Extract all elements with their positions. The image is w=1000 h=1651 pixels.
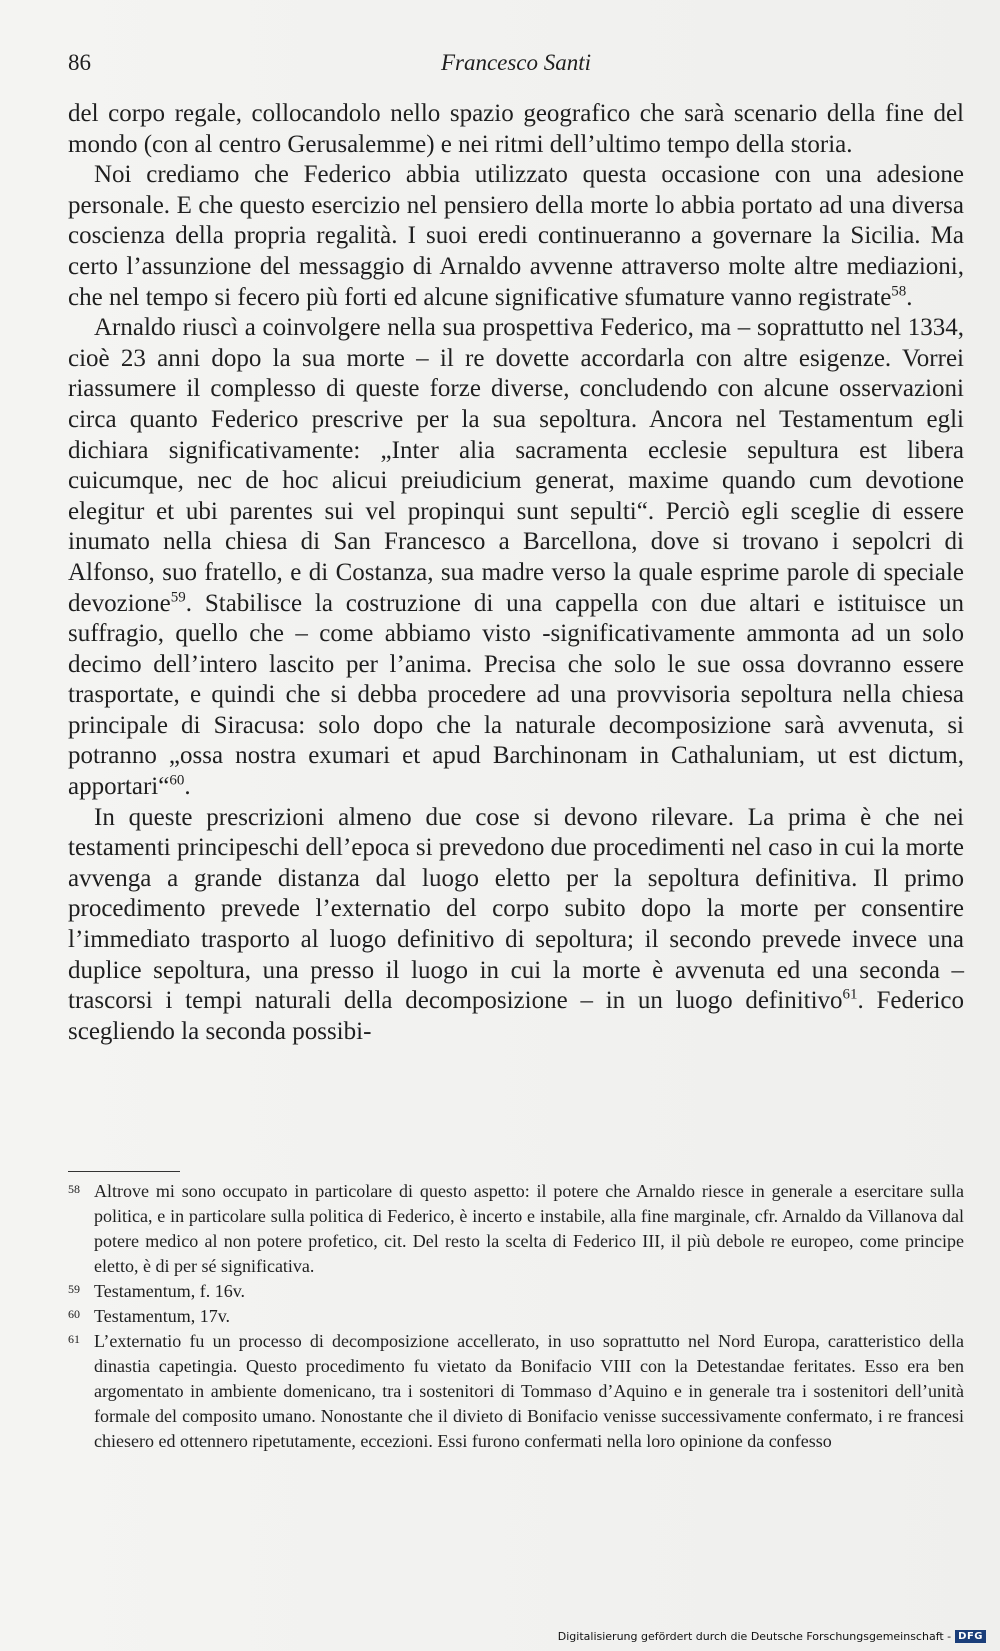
dfg-logo: DFG — [955, 1630, 986, 1643]
footnote-number: 60 — [68, 1307, 80, 1321]
footnote-text: Altrove mi sono occupato in particolare di questo aspetto: il potere che Arnaldo riesce in generale a esercitare sulla politica, e in particolare sulla politica di Federico, è incerto e instabile, alla fine marginale, cfr. Arnaldo da Villanova dal potere medico al non potere profetico, cit. Del resto la scelta di Federico III, il più debole re europeo, come principe eletto, è di per sé significativa. — [94, 1181, 964, 1276]
note-ref-61: 61 — [842, 986, 858, 1003]
running-title: Francesco Santi — [440, 50, 592, 75]
footnote-60 — [68, 1304, 964, 1329]
footnote-number: 58 — [68, 1182, 80, 1196]
footnote-61 — [68, 1329, 964, 1454]
footnote-58 — [68, 1179, 964, 1279]
paragraph: Noi crediamo che Federico abbia utilizzato questa occasione con una adesione personale. E che questo esercizio nel pensiero della morte lo abbia portato ad una diversa coscienza della propria regalità. I suoi eredi continueranno a governare la Sicilia. Ma certo l’assunzione del messaggio di Arnaldo avvenne attraverso molte altre mediazioni, che nel tempo si fecero più forti ed alcune significative sfumature vanno registrate$^{58}$. — [68, 161, 964, 311]
digitization-credit — [558, 1627, 986, 1645]
paragraph: In queste prescrizioni almeno due cose si devono rilevare. La prima è che nei testamenti principeschi dell’epoca si prevedono due procedimenti nel caso in cui la morte avvenga a grande distanza dal luogo eletto per la sepoltura definitiva. Il primo procedimento prevede l’externatio del corpo subito dopo la morte per consentire l’immediato trasporto al luogo definitivo di sepoltura; il secondo prevede invece una duplice sepoltura, una presso il luogo in cui la morte è avvenuta ed una seconda – trascorsi i tempi naturali della decomposizione – in un luogo definitivo$^{61}$. Federico scegliendo la seconda possibi- — [68, 803, 964, 1045]
note-ref-59: 59 — [170, 589, 186, 606]
page-number: 86 — [68, 50, 91, 75]
footnote-text: Testamentum, f. 16v. — [94, 1281, 246, 1301]
paragraph: del corpo regale, collocandolo nello spazio geografico che sarà scenario della fine del mondo (con al centro Gerusalemme) e nei ritmi dell’ultimo tempo della storia. — [68, 100, 964, 158]
footnote-number: 59 — [68, 1282, 80, 1296]
note-ref-58: 58 — [891, 283, 907, 300]
footnote-number: 61 — [68, 1332, 80, 1346]
note-ref-60: 60 — [169, 772, 185, 789]
credit-text: Digitalisierung gefördert durch die Deutsche Forschungsgemeinschaft - — [557, 1629, 952, 1643]
footnote-text: L’externatio fu un processo di decomposizione accellerato, in uso soprattutto nel Nord Europa, caratteristico della dinastia capetingia. Questo procedimento fu vietato da Bonifacio VIII con la Detestandae feritates. Esso era ben argomentato in ambiente domenicano, tra i sostenitori di Tommaso d’Aquino e in generale tra i sostenitori dell’unità formale del composito umano. Nonostante che il divieto di Bonifacio venisse successivamente confermato, i re francesi chiesero ed ottennero ripetutamente, eccezioni. Essi furono confermati nella loro opinione da confesso — [94, 1331, 964, 1451]
page-header — [68, 50, 964, 84]
footnote-59 — [68, 1279, 964, 1304]
footnote-separator — [68, 1171, 180, 1172]
footnotes — [68, 1179, 964, 1454]
paragraph: Arnaldo riuscì a coinvolgere nella sua prospettiva Federico, ma – soprattutto nel 1334, cioè 23 anni dopo la sua morte – il re dovette accordarla con altre esigenze. Vorrei riassumere il complesso di queste forze diverse, concludendo con alcune osservazioni circa quanto Federico prescrive per la sua sepoltura. Ancora nel Testamentum egli dichiara significativamente: „Inter alia sacramenta ecclesie sepultura est libera cuicumque, nec de hoc alicui preiudicium generat, maxime quando cum devotione elegitur et ubi parentes sui vel propinqui sunt sepulti“. Perciò egli sceglie di essere inumato nella chiesa di San Francesco a Barcellona, dove si trovano i sepolcri di Alfonso, suo fratello, e di Costanza, sua madre verso la quale esprime parole di speciale devozione$^{59}$. Stabilisce la costruzione di una cappella con due altari e istituisce un suffragio, quello che – come abbiamo visto -significativamente ammonta ad un solo decimo dell’intero lascito per l’anima. Precisa che solo le sue ossa dovranno essere trasportate, e quindi che si debba procedere ad una provvisoria sepoltura nella chiesa principale di Siracusa: solo dopo che la naturale decomposizione sarà avvenuta, si potranno „ossa nostra exumari et apud Barchinonam in Cathaluniam, ut est dictum, apportari“$^{60}$. — [68, 314, 965, 801]
main-text — [68, 99, 964, 1047]
footnote-text: Testamentum, 17v. — [94, 1306, 231, 1326]
